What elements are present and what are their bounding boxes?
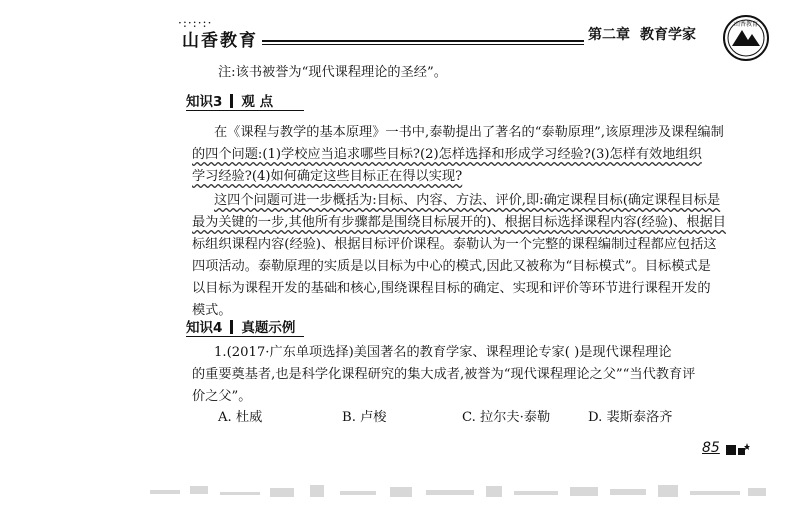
note-text: 注:该书被誉为“现代课程理论的圣经”。 — [218, 65, 447, 80]
para1-line-1: 在《课程与教学的基本原理》一书中,泰勒提出了著名的“泰勒原理”,该原理涉及课程编制 — [214, 125, 724, 140]
option-c: C. 拉尔夫·泰勒 — [462, 410, 551, 425]
para1-line-2: 的四个问题:(1)学校应当追求哪些目标?(2)怎样选择和形成学习经验?(3)怎样有效地组织 — [192, 147, 702, 162]
para2-line-1: 这四个问题可进一步概括为:目标、内容、方法、评价,即:确定课程目标(确定课程目标是 — [214, 193, 721, 208]
section-3-heading — [186, 90, 273, 110]
para2-line-3: 标组织课程内容(经验)、根据目标评价课程。泰勒认为一个完整的课程编制过程都应包括这 — [192, 237, 717, 252]
section-3-title: 观 点 — [241, 94, 274, 110]
header-rule — [262, 40, 584, 42]
page-corner-icon — [726, 443, 750, 457]
page-number: 85 — [702, 440, 720, 456]
header-dots-decoration: ·:·:·:· — [178, 16, 213, 30]
section-divider-bar — [230, 320, 233, 334]
question-line-2: 的重要奠基者,也是科学化课程研究的集大成者,被誉为“现代课程理论之父”“当代教育评 — [192, 367, 696, 382]
section-4-heading — [186, 316, 295, 336]
option-d: D. 裴斯泰洛齐 — [588, 410, 673, 425]
section-3-number: 知识3 — [186, 94, 223, 110]
scan-artifact-strip — [150, 482, 770, 508]
para2-line-6: 模式。 — [192, 303, 232, 318]
header-chapter — [588, 24, 696, 44]
option-b: B. 卢梭 — [342, 410, 387, 425]
header-brand: 山香教育 — [182, 31, 258, 51]
para1-line-3: 学习经验?(4)如何确定这些目标正在得以实现? — [192, 169, 463, 184]
publisher-logo-icon — [722, 14, 770, 62]
question-line-3: 价之父”。 — [192, 389, 252, 404]
svg-text:山香教育: 山香教育 — [733, 21, 759, 28]
option-a: A. 杜威 — [218, 410, 263, 425]
chapter-title: 教育学家 — [640, 27, 696, 43]
section-3-rule — [186, 110, 304, 111]
question-line-1: 1.(2017·广东单项选择)美国著名的教育学家、课程理论专家( )是现代课程理论 — [214, 345, 672, 360]
section-divider-bar — [230, 94, 233, 108]
section-4-title: 真题示例 — [241, 320, 296, 336]
para2-line-4: 四项活动。泰勒原理的实质是以目标为中心的模式,因此又被称为“目标模式”。目标模式是 — [192, 259, 711, 274]
section-4-rule — [186, 336, 304, 337]
para2-line-5: 以目标为课程开发的基础和核心,围绕课程目标的确定、实现和评价等环节进行课程开发的 — [192, 281, 711, 296]
header-rule-thin — [262, 44, 584, 45]
section-4-number: 知识4 — [186, 320, 223, 336]
para2-line-2: 最为关键的一步,其他所有步骤都是围绕目标展开的)、根据目标选择课程内容(经验)、根据目 — [192, 215, 726, 230]
chapter-number: 第二章 — [588, 27, 630, 43]
